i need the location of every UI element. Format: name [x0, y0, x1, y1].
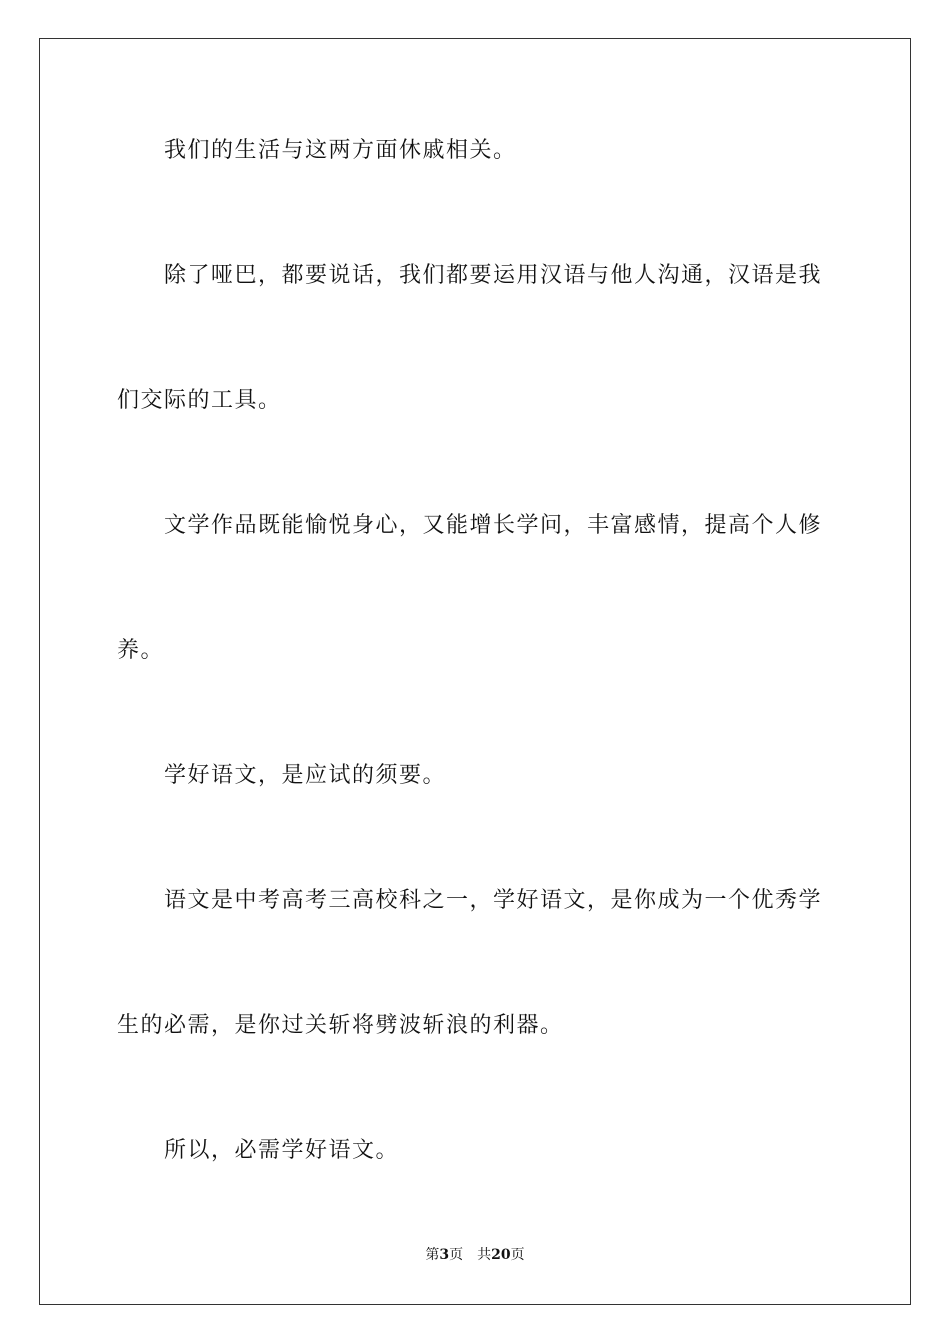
paragraph-line: 生的必需，是你过关斩将劈波斩浪的利器。	[117, 1013, 564, 1038]
paragraph-line: 养。	[117, 638, 165, 663]
paragraph-line: 文学作品既能愉悦身心，又能增长学问，丰富感情，提高个人修	[164, 513, 823, 538]
page-border	[39, 38, 911, 1305]
paragraph-line: 语文是中考高考三高校科之一，学好语文，是你成为一个优秀学	[164, 888, 823, 913]
footer-middle: 页 共	[449, 1247, 492, 1263]
paragraph-line: 我们的生活与这两方面休戚相关。	[164, 138, 517, 163]
paragraph-line: 学好语文，是应试的须要。	[164, 763, 447, 788]
paragraph-line: 除了哑巴，都要说话，我们都要运用汉语与他人沟通，汉语是我	[164, 263, 823, 288]
footer-suffix: 页	[510, 1247, 525, 1263]
footer-total-pages: 20	[491, 1247, 511, 1263]
footer-prefix: 第	[425, 1247, 440, 1263]
paragraph-line: 所以，必需学好语文。	[164, 1138, 400, 1163]
footer-page-number: 3	[439, 1247, 450, 1263]
page-footer	[0, 1246, 950, 1264]
paragraph-line: 们交际的工具。	[117, 388, 282, 413]
